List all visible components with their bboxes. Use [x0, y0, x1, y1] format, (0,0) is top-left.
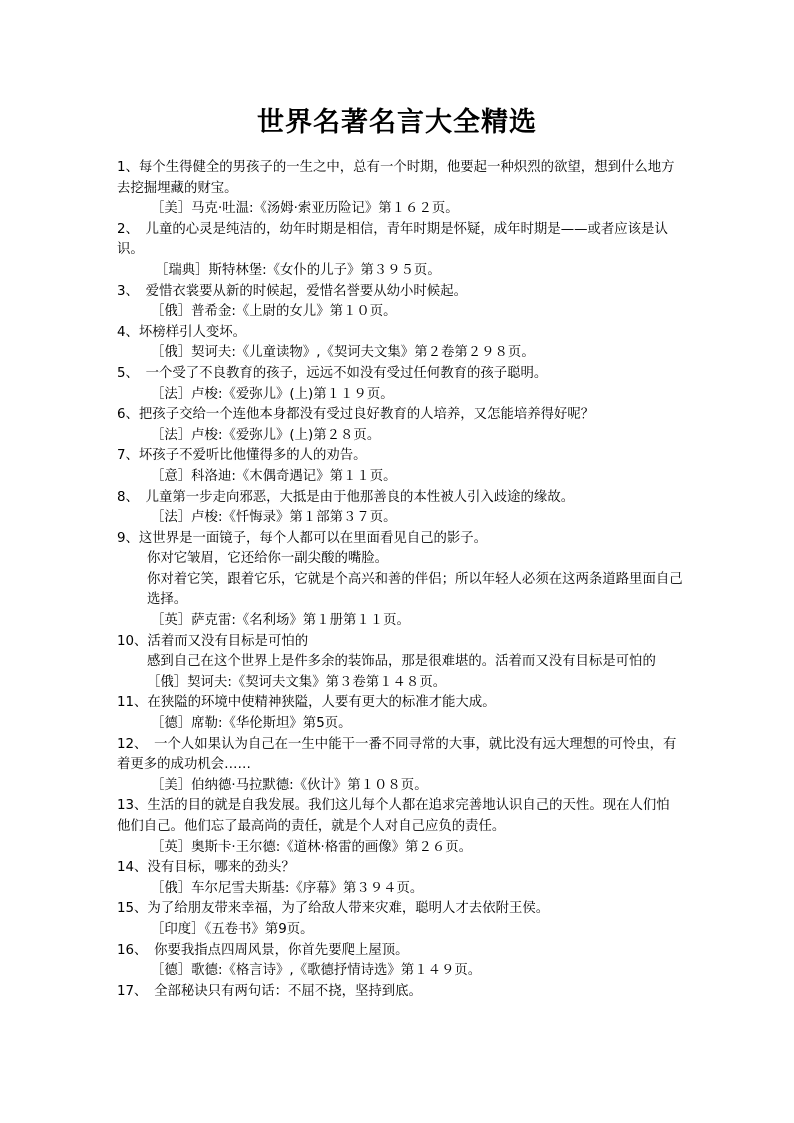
quote-16-source: ［德］歌德:《格言诗》,《歌德抒情诗选》第１４９页。 [151, 963, 482, 979]
quote-8-source: ［法］卢梭:《忏悔录》第１部第３７页。 [151, 510, 397, 526]
quote-9-line-2: 你对它皱眉，它还给你一副尖酸的嘴脸。 [147, 551, 389, 567]
quote-8: 8、 儿童第一步走向邪恶，大抵是由于他那善良的本性被人引入歧途的缘故。 [117, 489, 575, 505]
quote-10-body: 感到自己在这个世界上是件多余的装饰品，那是很难堪的。活着而又没有目标是可怕的［俄］契诃夫:《契诃夫文集》第３卷第１４８页。 [147, 654, 656, 690]
quote-3-source: ［俄］普希金:《上尉的女儿》第１０页。 [151, 304, 397, 320]
quote-9: 9、这世界是一面镜子，每个人都可以在里面看见自己的影子。 [117, 530, 488, 546]
quote-17: 17、 全部秘诀只有两句话：不屈不挠，坚持到底。 [117, 983, 422, 999]
quote-1: 1、每个生得健全的男孩子的一生之中，总有一个时期，他要起一种炽烈的欲望，想到什么地方去挖掘埋藏的财宝。 [117, 160, 675, 196]
quote-14-source: ［俄］车尔尼雪夫斯基:《序幕》第３９４页。 [151, 880, 424, 896]
quote-12: 12、 一个人如果认为自己在一生中能干一番不同寻常的大事，就比没有远大理想的可怜虫，有着更多的成功机会…… [117, 736, 677, 773]
quote-2-source: ［瑞典］斯特林堡:《女仆的儿子》第３９５页。 [155, 262, 441, 278]
quote-11-source: ［德］席勒:《华伦斯坦》第5页。 [151, 716, 352, 732]
quote-13: 13、生活的目的就是自我发展。我们这儿每个人都在追求完善地认识自己的天性。现在人们怕他们自己。他们忘了最高尚的责任，就是个人对自己应负的责任。 [117, 798, 670, 834]
quote-7: 7、坏孩子不爱听比他懂得多的人的劝告。 [117, 448, 367, 464]
page-title: 世界名著名言大全精选 [257, 107, 537, 138]
quote-10: 10、活着而又没有目标是可怕的 [117, 633, 309, 649]
quote-7-source: ［意］科洛迪:《木偶奇遇记》第１１页。 [151, 468, 397, 484]
quote-16: 16、 你要我指点四周风景，你首先要爬上屋顶。 [117, 942, 409, 958]
quote-4-source: ［俄］契诃夫:《儿童读物》,《契诃夫文集》第２卷第２９８页。 [151, 345, 535, 361]
quote-4: 4、坏榜样引人变坏。 [117, 324, 247, 340]
quote-1-source: ［美］马克·吐温:《汤姆·索亚历险记》第１６２页。 [151, 201, 459, 217]
quote-15: 15、为了给朋友带来幸福，为了给敌人带来灾难，聪明人才去依附王侯。 [117, 901, 550, 917]
quote-12-source: ［美］伯纳德·马拉默德:《伙计》第１０８页。 [151, 777, 428, 793]
quote-6-source: ［法］卢梭:《爱弥儿》(上)第２８页。 [151, 427, 381, 443]
quote-list [117, 158, 683, 1002]
quote-11: 11、在狭隘的环境中使精神狭隘，人要有更大的标准才能大成。 [117, 695, 496, 711]
quote-9-source: ［英］萨克雷:《名利场》第１册第１１页。 [151, 613, 410, 629]
quote-13-source: ［英］奥斯卡·王尔德:《道林·格雷的画像》第２６页。 [151, 839, 473, 855]
quote-15-source: ［印度］《五卷书》第9页。 [151, 921, 314, 937]
quote-3: 3、 爱惜衣裳要从新的时候起，爱惜名誉要从幼小时候起。 [117, 283, 467, 299]
quote-5-source: ［法］卢梭:《爱弥儿》(上)第１１９页。 [151, 386, 394, 402]
quote-2: 2、 儿童的心灵是纯洁的，幼年时期是相信，青年时期是怀疑，成年时期是——或者应该是认识。 [117, 221, 668, 258]
quote-6: 6、把孩子交给一个连他本身都没有受过良好教育的人培养，又怎能培养得好呢？ [117, 407, 595, 423]
quote-14: 14、没有目标，哪来的劲头？ [117, 860, 295, 876]
quote-5: 5、 一个受了不良教育的孩子，远远不如没有受过任何教育的孩子聪明。 [117, 365, 548, 381]
quote-9-line-3: 你对着它笑，跟着它乐，它就是个高兴和善的伴侣；所以年轻人必须在这两条道路里面自己选择。 [147, 571, 683, 608]
